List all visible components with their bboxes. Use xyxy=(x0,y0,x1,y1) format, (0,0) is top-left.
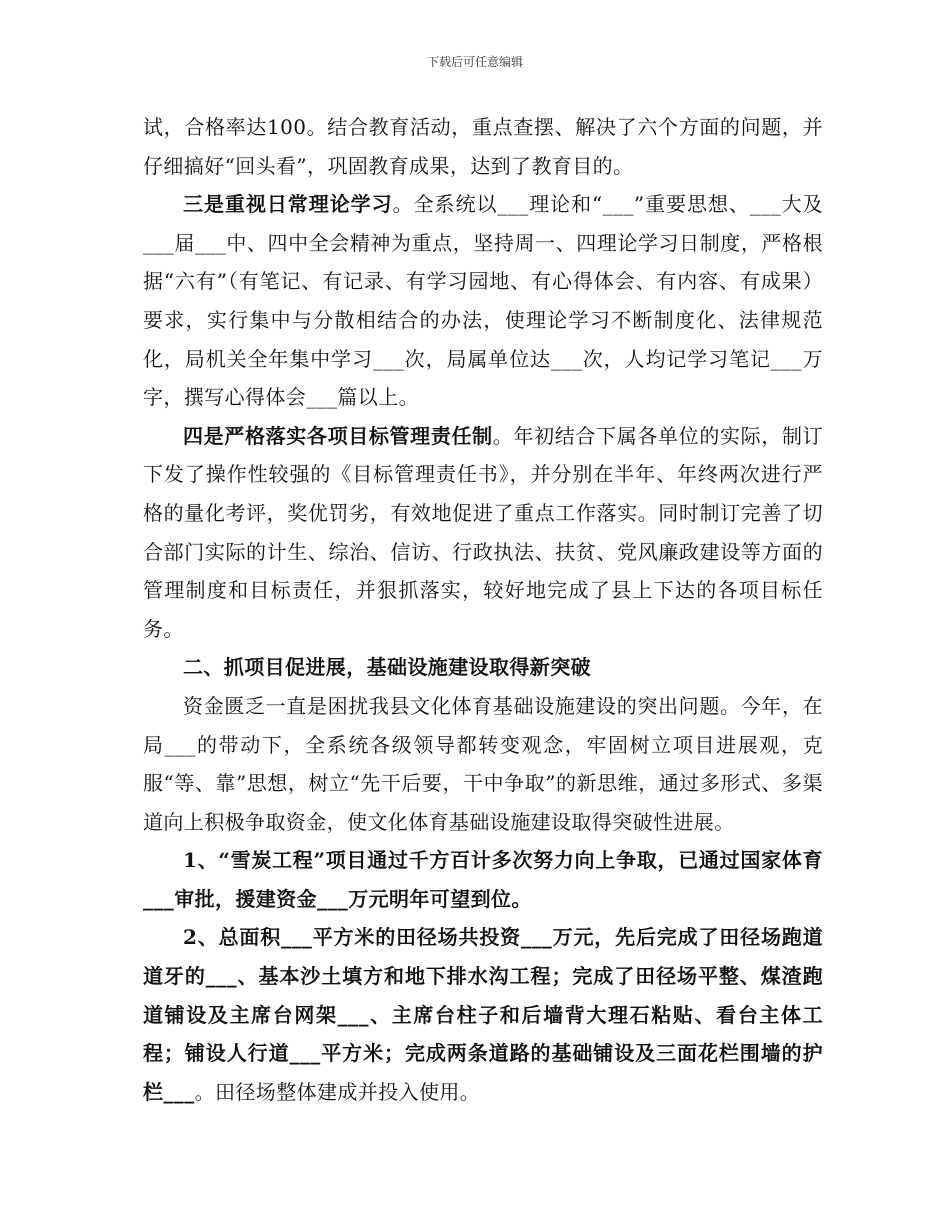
paragraph-bold-part: 2、总面积___平方米的田径场共投资___万元，先后完成了田径场跑道道牙的___、基本沙土填方和地下排水沟工程；完成了田径场平整、煤渣跑道铺设及主席台网架___、主席台柱子和后墙背大理石粘贴、看台主体工程；铺设人行道___平方米；完成两条道路的基础铺设及三面花栏围墙的护栏___ xyxy=(143,925,823,1104)
paragraph-funding: 资金匮乏一直是困扰我县文化体育基础设施建设的突出问题。今年，在局___的带动下，全系统各级领导都转变观念，牢固树立项目进展观，克服“等、靠”思想，树立“先干后要，干中争取”的新思维，通过多形式、多渠道向上积极争取资金，使文化体育基础设施建设取得突破性进展。 xyxy=(143,693,823,834)
paragraph-item-2 xyxy=(143,918,823,1111)
paragraph-theory-study xyxy=(143,185,823,417)
paragraph-text: 。年初结合下属各单位的实际，制订下发了操作性较强的《目标管理责任书》，并分别在半年、年终两次进行严格的量化考评，奖优罚劣，有效地促进了重点工作落实。同时制订完善了切合部门实际的计生、综治、信访、行政执法、扶贫、党风廉政建设等方面的管理制度和目标责任，并狠抓落实，较好地完成了县上下达的各项目标任务。 xyxy=(143,423,823,641)
paragraph-continued: 试，合格率达100。结合教育活动，重点查摆、解决了六个方面的问题，并仔细搞好“回头看”，巩固教育成果，达到了教育目的。 xyxy=(143,115,823,178)
paragraph-target-management xyxy=(143,417,823,649)
document-body xyxy=(143,108,823,1111)
paragraph-item-1: 1、“雪炭工程”项目通过千方百计多次努力向上争取，已通过国家体育___审批，援建资金___万元明年可望到位。 xyxy=(143,848,823,911)
page-header: 下载后可任意编辑 xyxy=(426,55,523,69)
section-heading: 二、抓项目促进展，基础设施建设取得新突破 xyxy=(183,655,591,680)
paragraph-text: 。全系统以___理论和“___”重要思想、___大及___届___中、四中全会精神为重点，坚持周一、四理论学习日制度，严格根据“六有”（有笔记、有记录、有学习园地、有心得体会、有内容、有成果）要求，实行集中与分散相结合的办法，使理论学习不断制度化、法律规范化，局机关全年集中学习___次，局属单位达___次，人均记学习笔记___万字，撰写心得体会___篇以上。 xyxy=(143,192,823,410)
paragraph-text: 。田径场整体建成并投入使用。 xyxy=(194,1079,481,1104)
paragraph-lead: 四是严格落实各项目标管理责任制 xyxy=(183,423,493,448)
paragraph-lead: 三是重视日常理论学习 xyxy=(183,192,393,217)
